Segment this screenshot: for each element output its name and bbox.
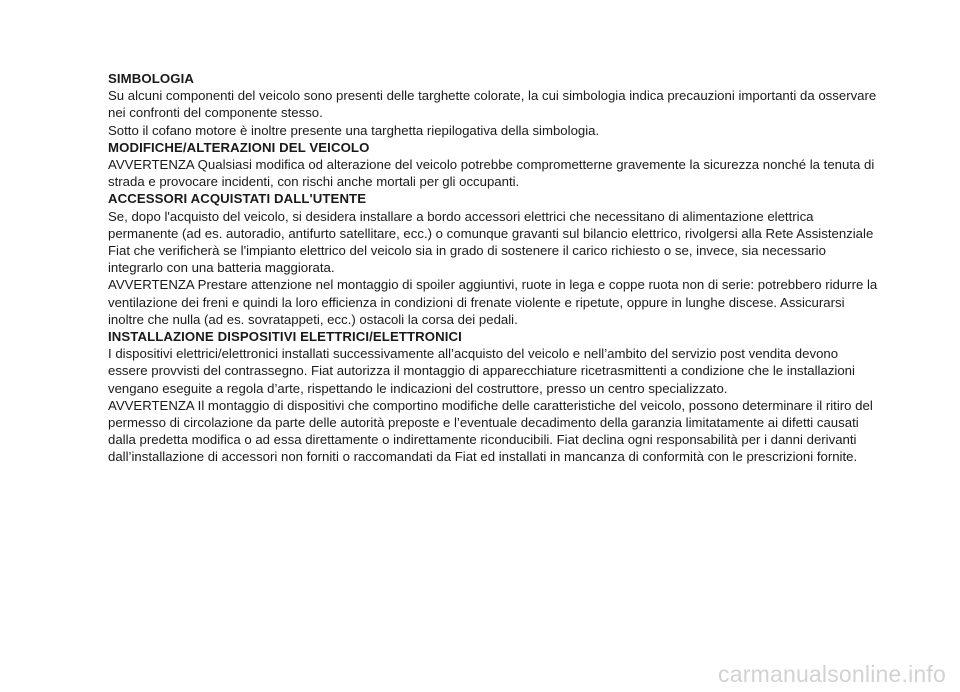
warning-paragraph: AVVERTENZA Il montaggio di dispositivi che comportino modifiche delle caratteristiche del veicolo, possono determinare il ritiro del permesso di circolazione da parte delle autorità preposte e l’eventuale decadimento della garanzia limitatamente ai difetti causati dalla predetta modifica o ad essa direttamente o indirettamente riconducibili. Fiat declina ogni responsabilità per i danni derivanti dall’installazione di accessori non forniti o raccomandati da Fiat ed installati in mancanza di conformità con le prescrizioni fornite. <box>108 397 873 465</box>
warning-paragraph: AVVERTENZA Prestare attenzione nel montaggio di spoiler aggiuntivi, ruote in lega e coppe ruota non di serie: potrebbero ridurre la ventilazione dei freni e quindi la loro efficienza in condizioni di frenate violente e ripetute, oppure in lunghe discese. Assicurarsi inoltre che nulla (ad es. sovratappeti, ecc.) ostacoli la corsa dei pedali. <box>108 277 878 327</box>
section-simbologia <box>108 70 878 139</box>
watermark-text: carmanualsonline.info <box>718 661 946 687</box>
section-heading: SIMBOLOGIA <box>108 71 194 86</box>
section-modifiche <box>108 139 878 191</box>
section-paragraph: Se, dopo l'acquisto del veicolo, si desidera installare a bordo accessori elettrici che necessitano di alimentazione elettrica permanente (ad es. autoradio, antifurto satellitare, ecc.) o comunque gravanti sul bilancio elettrico, rivolgersi alla Rete Assistenziale Fiat che verificherà se l'impianto elettrico del veicolo sia in grado di sostenere il carico richiesto o se, invece, sia necessario integrarlo con una batteria maggiorata. <box>108 208 874 276</box>
document-body <box>108 70 878 466</box>
section-heading: MODIFICHE/ALTERAZIONI DEL VEICOLO <box>108 139 370 155</box>
section-paragraph: Su alcuni componenti del veicolo sono presenti delle targhette colorate, la cui simbologia indica precauzioni importanti da osservare nei confronti del componente stesso. <box>108 88 877 121</box>
section-accessori <box>108 190 878 328</box>
section-installazione <box>108 328 878 466</box>
section-paragraph: I dispositivi elettrici/elettronici installati successivamente all’acquisto del veicolo e nell’ambito del servizio post vendita devono essere provvisti del contrassegno. Fiat autorizza il montaggio di apparecchiature ricetrasmittenti a condizione che le installazioni vengano eseguite a regola d’arte, rispettando le indicazioni del costruttore, presso un centro specializzato. <box>108 346 855 396</box>
section-heading: INSTALLAZIONE DISPOSITIVI ELETTRICI/ELETTRONICI <box>108 329 462 345</box>
warning-paragraph: AVVERTENZA Qualsiasi modifica od alterazione del veicolo potrebbe comprometterne gravemente la sicurezza nonché la tenuta di strada e provocare incidenti, con rischi anche mortali per gli occupanti. <box>108 157 875 190</box>
section-heading: ACCESSORI ACQUISTATI DALL'UTENTE <box>108 191 367 207</box>
section-paragraph: Sotto il cofano motore è inoltre presente una targhetta riepilogativa della simbologia. <box>108 122 600 138</box>
